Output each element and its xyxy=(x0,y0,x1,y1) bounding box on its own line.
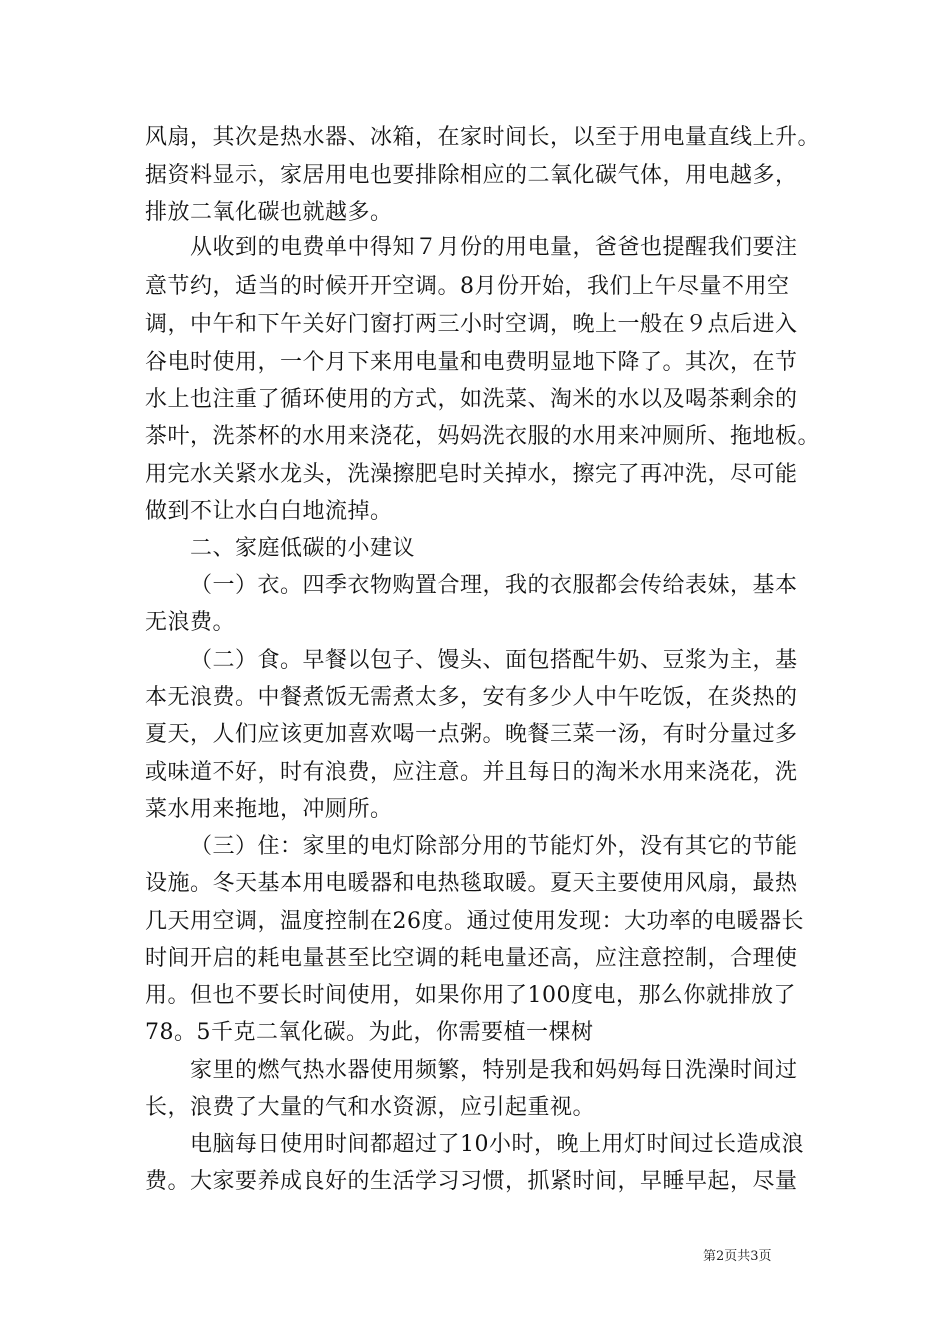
text-line: 长，浪费了大量的气和水资源，应引起重视。 xyxy=(145,1095,596,1120)
paragraph-start-line: （二）食。早餐以包子、馒头、面包搭配牛奶、豆浆为主，基 xyxy=(190,648,798,673)
paragraph-start-line: 电脑每日使用时间都超过了10小时，晚上用灯时间过长造成浪 xyxy=(190,1132,804,1157)
text-line: 或味道不好，时有浪费，应注意。并且每日的淘米水用来浇花，洗 xyxy=(145,760,798,785)
text-line: 调，中午和下午关好门窗打两三小时空调，晚上一般在９点后进入 xyxy=(145,312,798,337)
text-line: 用完水关紧水龙头，洗澡擦肥皂时关掉水，擦完了再冲洗，尽可能 xyxy=(145,462,798,487)
paragraph-start-line: 从收到的电费单中得知７月份的用电量，爸爸也提醒我们要注 xyxy=(190,235,798,260)
text-line: 本无浪费。中餐煮饭无需煮太多，安有多少人中午吃饭，在炎热的 xyxy=(145,685,798,710)
page-number: 第2页共3页 xyxy=(703,1249,772,1264)
paragraph-start-line: （三）住：家里的电灯除部分用的节能灯外，没有其它的节能 xyxy=(190,834,798,859)
text-line: 几天用空调，温度控制在26度。通过使用发现：大功率的电暖器长 xyxy=(145,909,804,934)
section-heading: 二、家庭低碳的小建议 xyxy=(190,536,416,561)
text-line: 风扇，其次是热水器、冰箱，在家时间长，以至于用电量直线上升。 xyxy=(145,125,821,150)
text-line: 做到不让水白白地流掉。 xyxy=(145,499,393,524)
text-line: 意节约，适当的时候开开空调。8月份开始，我们上午尽量不用空 xyxy=(145,274,790,299)
text-line: 夏天，人们应该更加喜欢喝一点粥。晚餐三菜一汤，有时分量过多 xyxy=(145,722,798,747)
text-line: 费。大家要养成良好的生活学习习惯，抓紧时间，早睡早起，尽量 xyxy=(145,1169,798,1194)
paragraph-start-line: 家里的燃气热水器使用频繁，特别是我和妈妈每日洗澡时间过 xyxy=(190,1058,798,1083)
text-line: 据资料显示，家居用电也要排除相应的二氧化碳气体，用电越多， xyxy=(145,163,798,188)
text-line: 设施。冬天基本用电暖器和电热毯取暖。夏天主要使用风扇，最热 xyxy=(145,871,798,896)
paragraph-start-line: （一）衣。四季衣物购置合理，我的衣服都会传给表妹，基本 xyxy=(190,573,798,598)
text-line: 水上也注重了循环使用的方式，如洗菜、淘米的水以及喝茶剩余的 xyxy=(145,387,798,412)
text-line: 菜水用来拖地，冲厕所。 xyxy=(145,797,393,822)
text-line: 78。5千克二氧化碳。为此，你需要植一棵树 xyxy=(145,1020,594,1045)
text-line: 茶叶，洗茶杯的水用来浇花，妈妈洗衣服的水用来冲厕所、拖地板。 xyxy=(145,424,821,449)
text-line: 无浪费。 xyxy=(145,610,236,635)
text-line: 谷电时使用，一个月下来用电量和电费明显地下降了。其次，在节 xyxy=(145,350,798,375)
text-line: 排放二氧化碳也就越多。 xyxy=(145,200,393,225)
text-line: 时间开启的耗电量甚至比空调的耗电量还高，应注意控制，合理使 xyxy=(145,946,798,971)
text-line: 用。但也不要长时间使用，如果你用了100度电，那么你就排放了 xyxy=(145,983,796,1008)
